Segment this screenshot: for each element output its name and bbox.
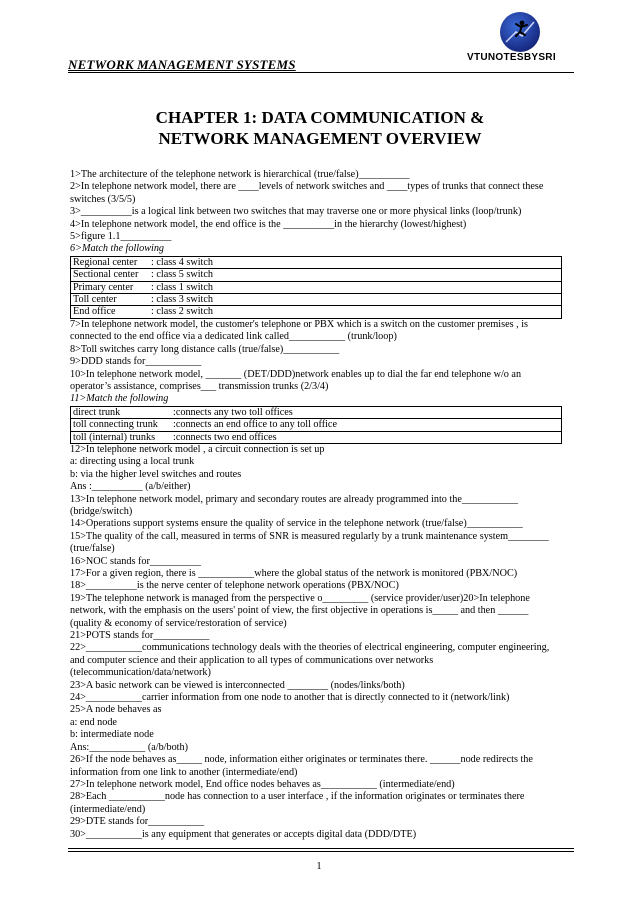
question-line: 24>___________carrier information from one node to another that is directly connected to it (network/link): [70, 692, 510, 704]
question-line: 14>Operations support systems ensure the quality of service in the telephone network (true/false)___________: [70, 518, 523, 530]
match-term: Toll center: [71, 294, 150, 306]
match-definition: :connects any two toll offices: [171, 406, 562, 418]
match-definition: :connects two end offices: [171, 431, 562, 443]
match-row: [71, 406, 562, 418]
question-line: 18>__________is the nerve center of telephone network operations (PBX/NOC): [70, 580, 399, 592]
question-list: [70, 169, 562, 841]
match-term: direct trunk: [71, 406, 172, 418]
question-line: 26>If the node behaves as_____ node, information either originates or terminates there. ______node redirects the information from one link to another (intermediate/end): [70, 754, 533, 778]
question-line: 19>The telephone network is managed from the perspective o_________ (service provider/user)20>In telephone network, with the emphasis on the users' point of view, the first objective in operations is_____ and then ______ (quality & economy of service/restoration of service): [70, 592, 530, 629]
match-term: Sectional center: [71, 269, 150, 281]
question-line: Ans:___________ (a/b/both): [70, 741, 188, 753]
match-term: Primary center: [71, 281, 150, 293]
question-line: a: directing using a local trunk: [70, 456, 195, 468]
question-line: 3>__________is a logical link between two switches that may traverse one or more physical links (loop/trunk): [70, 206, 522, 218]
chapter-title-line1: CHAPTER 1: DATA COMMUNICATION &: [155, 108, 485, 127]
question-line: Ans :__________ (a/b/either): [70, 481, 191, 493]
match-table-switch-classes: [70, 256, 562, 319]
match-definition: : class 4 switch: [149, 256, 562, 268]
question-line: 9>DDD stands for___________: [70, 356, 202, 368]
question-line: 25>A node behaves as: [70, 704, 162, 716]
match-row: [71, 419, 562, 431]
match-row: [71, 294, 562, 306]
running-header-title: NETWORK MANAGEMENT SYSTEMS: [68, 57, 296, 72]
question-line: b: intermediate node: [70, 729, 154, 741]
match-definition: : class 5 switch: [149, 269, 562, 281]
question-line: 17>For a given region, there is ___________where the global status of the network is monitored (PBX/NOC): [70, 568, 518, 579]
match-table-trunk-types: [70, 406, 562, 444]
question-line: 1>The architecture of the telephone network is hierarchical (true/false)__________: [70, 169, 410, 180]
climber-logo-icon: [500, 12, 540, 52]
question-line: 15>The quality of the call, measured in terms of SNR is measured regularly by a trunk maintenance system________ (true/false): [70, 530, 549, 555]
match-row: [71, 269, 562, 281]
question-line: 2>In telephone network model, there are ____levels of network switches and ____types of trunks that connect these switches (3/5/5): [70, 181, 544, 205]
question-line: 30>___________is any equipment that generates or accepts digital data (DDD/DTE): [70, 828, 417, 840]
header-rule: [68, 72, 574, 73]
question-block-2: [70, 319, 562, 393]
chapter-title-line2: NETWORK MANAGEMENT OVERVIEW: [158, 129, 482, 148]
match-definition: : class 3 switch: [149, 294, 562, 306]
match-term: End office: [71, 306, 150, 318]
question-line: 8>Toll switches carry long distance calls (true/false)___________: [70, 343, 340, 355]
question-line: 22>___________communications technology deals with the theories of electrical engineering, computer engineering, and computer science and their application to all types of communications over networks (telecommunication/data/network): [70, 642, 550, 679]
match-row: [71, 431, 562, 443]
question-line: 29>DTE stands for___________: [70, 816, 205, 828]
match-row: [71, 306, 562, 318]
question-block-1: [70, 169, 562, 243]
question-line: 16>NOC stands for__________: [70, 555, 201, 567]
question-line: 4>In telephone network model, the end office is the __________in the hierarchy (lowest/highest): [70, 218, 467, 230]
logo-text: VTUNOTESBYSRI: [467, 52, 556, 63]
match-definition: : class 2 switch: [149, 306, 562, 318]
question-line: b: via the higher level switches and routes: [70, 468, 242, 480]
match-definition: : class 1 switch: [149, 281, 562, 293]
question-line: 13>In telephone network model, primary and secondary routes are already programmed into the___________ (bridge/switch): [70, 493, 518, 517]
match-row: [71, 256, 562, 268]
question-line: 10>In telephone network model, _______ (DET/DDD)network enables up to dial the far end telephone w/o an operator’s assistance, comprises___ transmission trunks (2/3/4): [70, 368, 522, 392]
match-term: toll connecting trunk: [71, 419, 172, 431]
question-line: 12>In telephone network model , a circuit connection is set up: [70, 443, 325, 455]
question-block-3: [70, 444, 562, 841]
question-line: 5>figure 1.1__________: [70, 231, 172, 243]
match-definition: :connects an end office to any toll office: [171, 419, 562, 431]
question-line: 23>A basic network can be viewed is interconnected ________ (nodes/links/both): [70, 679, 405, 691]
question-line: a: end node: [70, 716, 117, 728]
footer-rule: [68, 848, 574, 849]
match-term: toll (internal) trunks: [71, 431, 172, 443]
question-6-label: 6>Match the following: [70, 243, 165, 255]
question-line: 21>POTS stands for___________: [70, 630, 210, 642]
footer-rule: [68, 851, 574, 852]
match-term: Regional center: [71, 256, 150, 268]
match-row: [71, 281, 562, 293]
page-number: 1: [316, 861, 322, 872]
question-line: 27>In telephone network model, End office nodes behaves as___________ (intermediate/end): [70, 778, 455, 790]
question-line: 7>In telephone network model, the customer's telephone or PBX which is a switch on the customer premises , is connected to the end office via a dedicated link called___________ (trunk/loop): [70, 318, 528, 343]
question-11-label: 11>Match the following: [70, 393, 169, 405]
question-line: 28>Each ___________node has connection to a user interface , if the information originates or terminates there (intermediate/end): [70, 791, 525, 815]
